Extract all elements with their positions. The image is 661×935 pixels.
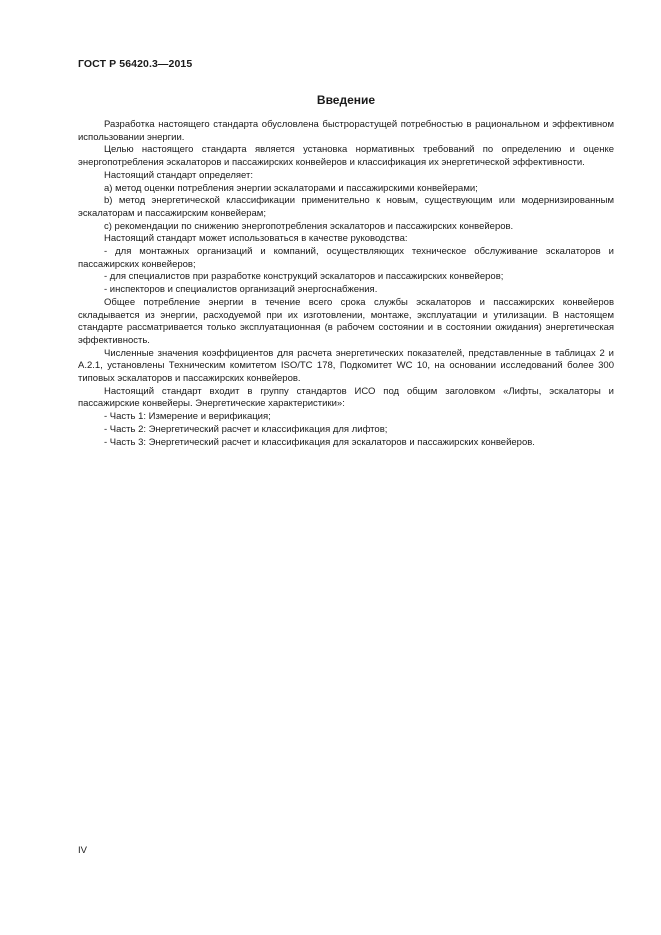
list-item: с) рекомендации по снижению энергопотребления эскалаторов и пассажирских конвейеров. <box>104 220 514 232</box>
list-item: - Часть 1: Измерение и верификация; <box>104 411 271 423</box>
paragraph: Общее потребление энергии в течение всего срока службы эскалаторов и пассажирских конвейеров складывается из энергии, расходуемой при их изготовлении, монтаже, эксплуатации и утилизации. В настоящем стандарте рассматривается только эксплуатационная (в рабочем состоянии и в состоянии ожидания) энергетическая эффективность. <box>78 296 614 346</box>
list-item: - Часть 2: Энергетический расчет и классификация для лифтов; <box>104 423 388 435</box>
paragraph: Настоящий стандарт входит в группу стандартов ИСО под общим заголовком «Лифты, эскалаторы и пассажирские конвейеры. Энергетические характеристики»: <box>78 385 614 410</box>
list-item: - для монтажных организаций и компаний, осуществляющих техническое обслуживание эскалаторов и пассажирских конвейеров; <box>78 246 614 270</box>
page-number: IV <box>78 845 87 856</box>
introduction-body <box>78 119 614 449</box>
paragraph: Настоящий стандарт может использоваться в качестве руководства: <box>104 233 408 245</box>
paragraph: Целью настоящего стандарта является установка нормативных требований по определению и оценке энергопотребления эскалаторов и пассажирских конвейеров и классификация их энергетической эффективности. <box>78 144 614 169</box>
list-item: - инспекторов и специалистов организаций энергоснабжения. <box>104 284 378 296</box>
paragraph: Численные значения коэффициентов для расчета энергетических показателей, представленные в таблицах 2 и А.2.1, установлены Техническим комитетом ISO/TC 178, Подкомитет WC 10, на основании исследований более 300 типовых эскалаторов и пассажирских конвейеров. <box>78 347 614 385</box>
list-item: - для специалистов при разработке конструкций эскалаторов и пассажирских конвейеров; <box>104 271 504 283</box>
list-item: а) метод оценки потребления энергии эскалаторами и пассажирскими конвейерами; <box>104 182 478 194</box>
document-code: ГОСТ Р 56420.3—2015 <box>78 58 193 70</box>
list-item: b) метод энергетической классификации применительно к новым, существующим или модернизированным эскалаторам и пассажирским конвейерам; <box>78 195 614 219</box>
section-title: Введение <box>316 93 376 107</box>
list-item: - Часть 3: Энергетический расчет и классификация для эскалаторов и пассажирских конвейеров. <box>104 436 535 448</box>
paragraph: Разработка настоящего стандарта обусловлена быстрорастущей потребностью в рациональном и эффективном использовании энергии. <box>78 119 614 143</box>
paragraph: Настоящий стандарт определяет: <box>104 169 253 181</box>
